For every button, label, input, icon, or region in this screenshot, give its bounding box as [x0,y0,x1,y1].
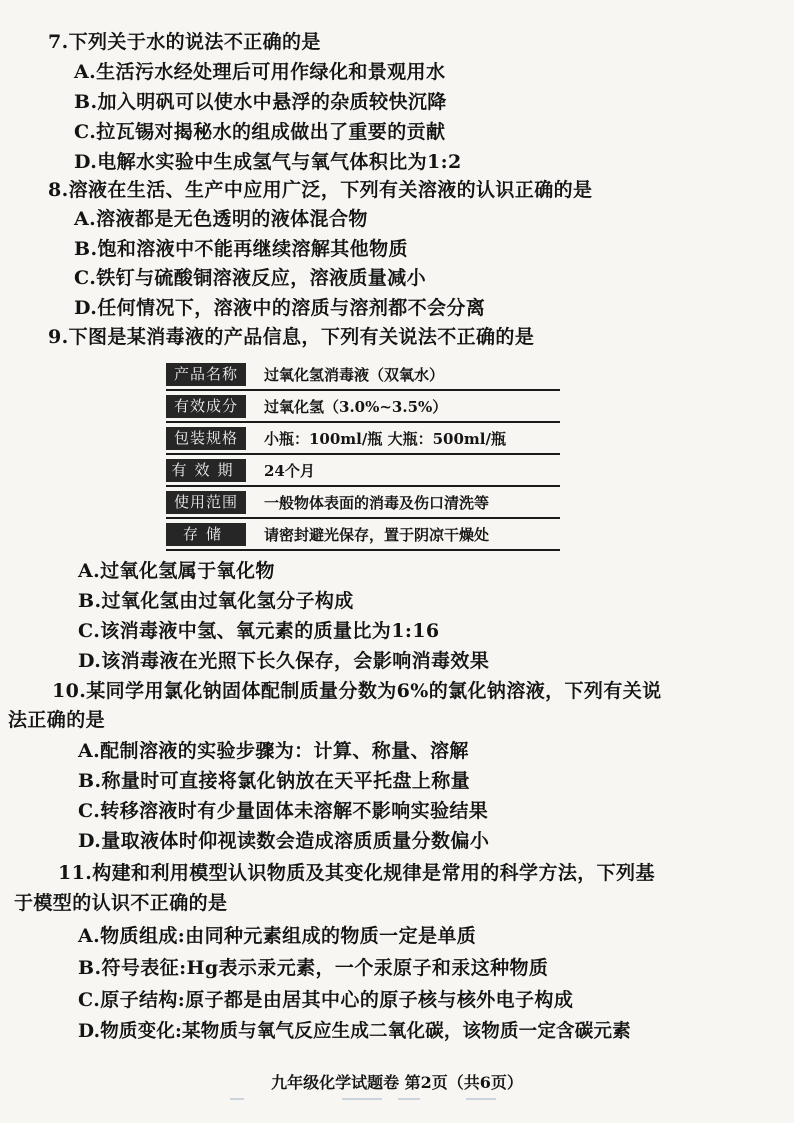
product-info-row [166,490,560,519]
scan-artifacts [230,1098,550,1106]
question-10-stem-continued: 法正确的是 [8,709,106,731]
question-11-option-c: C.原子结构:原子都是由居其中心的原子核与核外电子构成 [78,989,574,1011]
scan-speck [342,1098,382,1100]
active-ingredient-label: 有效成分 [166,395,246,418]
product-info-row [166,394,560,423]
question-8-option-b: B.饱和溶液中不能再继续溶解其他物质 [74,238,408,260]
storage-label: 存储 [166,523,246,546]
scan-speck [398,1098,420,1100]
storage-value: 请密封避光保存，置于阴凉干燥处 [264,526,490,544]
product-info-row [166,522,560,551]
question-8-option-d: D.任何情况下，溶液中的溶质与溶剂都不会分离 [74,297,486,319]
product-info-row [166,362,560,391]
question-7-stem: 7.下列关于水的说法不正确的是 [48,31,321,53]
question-9-option-c: C.该消毒液中氢、氧元素的质量比为1:16 [78,620,440,642]
question-10-option-c: C.转移溶液时有少量固体未溶解不影响实验结果 [78,800,489,822]
scan-speck [466,1098,496,1100]
usage-scope-label: 使用范围 [166,491,246,514]
package-spec-value: 小瓶：100ml/瓶 大瓶：500ml/瓶 [264,430,506,448]
question-10-stem: 10.某同学用氯化钠固体配制质量分数为6%的氯化钠溶液，下列有关说 [52,680,662,702]
package-spec-label: 包装规格 [166,427,246,450]
question-9-option-d: D.该消毒液在光照下长久保存，会影响消毒效果 [78,650,490,672]
question-8-option-c: C.铁钉与硫酸铜溶液反应，溶液质量减小 [74,267,427,289]
product-info-row [166,458,560,487]
question-8-stem: 8.溶液在生活、生产中应用广泛，下列有关溶液的认识正确的是 [48,179,593,201]
product-name-value: 过氧化氢消毒液（双氧水） [264,366,445,384]
question-7-option-b: B.加入明矾可以使水中悬浮的杂质较快沉降 [74,91,447,113]
question-8-option-a: A.溶液都是无色透明的液体混合物 [74,208,368,230]
question-9-option-a: A.过氧化氢属于氧化物 [78,560,275,582]
usage-scope-value: 一般物体表面的消毒及伤口清洗等 [264,494,490,512]
question-11-option-a: A.物质组成:由同种元素组成的物质一定是单质 [78,925,477,947]
product-name-label: 产品名称 [166,363,246,386]
product-info-table [166,362,560,554]
page-footer: 九年级化学试题卷 第2页（共6页） [271,1073,523,1092]
question-9-option-b: B.过氧化氢由过氧化氢分子构成 [78,590,354,612]
scan-speck [230,1098,244,1100]
question-10-option-a: A.配制溶液的实验步骤为：计算、称量、溶解 [78,740,469,762]
product-info-row [166,426,560,455]
question-11-stem-continued: 于模型的认识不正确的是 [14,892,228,914]
question-9-stem: 9.下图是某消毒液的产品信息，下列有关说法不正确的是 [48,326,535,348]
question-11-option-d: D.物质变化:某物质与氧气反应生成二氧化碳，该物质一定含碳元素 [78,1021,631,1042]
question-11-option-b: B.符号表征:Hg表示汞元素，一个汞原子和汞这种物质 [78,957,549,979]
shelf-life-label: 有效期 [166,459,246,482]
question-7-option-d: D.电解水实验中生成氢气与氧气体积比为1:2 [74,151,462,173]
question-10-option-b: B.称量时可直接将氯化钠放在天平托盘上称量 [78,770,471,792]
question-7-option-c: C.拉瓦锡对揭秘水的组成做出了重要的贡献 [74,121,446,143]
question-11-stem: 11.构建和利用模型认识物质及其变化规律是常用的科学方法，下列基 [58,862,655,884]
question-7-option-a: A.生活污水经处理后可用作绿化和景观用水 [74,61,446,83]
active-ingredient-value: 过氧化氢（3.0%~3.5%） [264,398,448,416]
shelf-life-value: 24个月 [264,462,315,480]
question-10-option-d: D.量取液体时仰视读数会造成溶质质量分数偏小 [78,830,490,852]
